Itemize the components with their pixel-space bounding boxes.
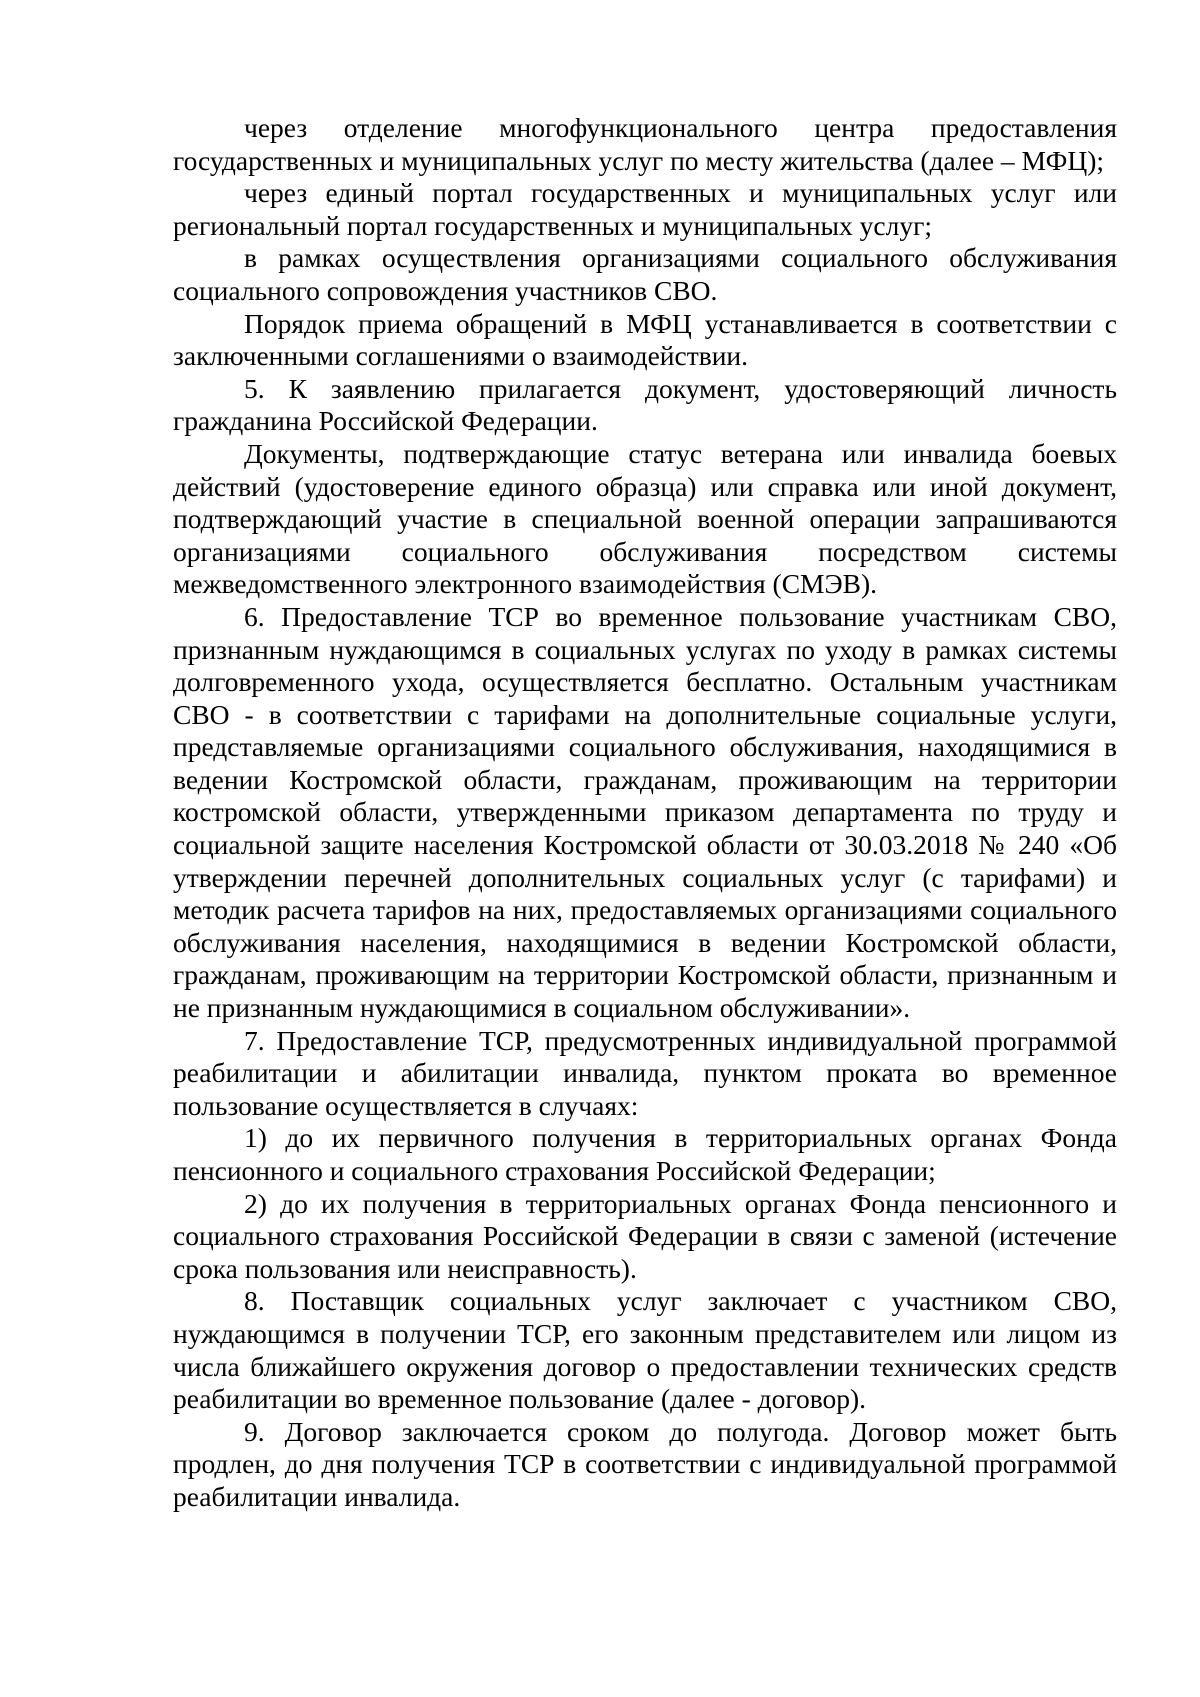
paragraph-item-6: 6. Предоставление ТСР во временное пользование участникам СВО, признанным нуждающимся в социальных услугах по уходу в рамках системы долговременного ухода, осуществляется бесплатно. Остальным участникам СВО - в соответствии с тарифами на дополнительные социальные услуги, представляемые организациями социального обслуживания, находящимися в ведении Костромской области, гражданам, проживающим на территории костромской области, утвержденными приказом департамента по труду и социальной защите населения Костромской области от 30.03.2018 № 240 «Об утверждении перечней дополнительных социальных услуг (с тарифами) и методик расчета тарифов на них, предоставляемых организациями социального обслуживания населения, находящимися в ведении Костромской области, гражданам, проживающим на территории Костромской области, признанным и не признанным нуждающимися в социальном обслуживании». <box>173 600 1117 1024</box>
paragraph-portal: через единый портал государственных и муниципальных услуг или региональный портал государственных и муниципальных услуг; <box>173 177 1117 241</box>
paragraph-item-7: 7. Предоставление ТСР, предусмотренных индивидуальной программой реабилитации и абилитации инвалида, пунктом проката во временное пользование осуществляется в случаях: <box>173 1024 1117 1121</box>
paragraph-case-1: 1) до их первичного получения в территориальных органах Фонда пенсионного и социального страхования Российской Федерации; <box>173 1122 1117 1186</box>
paragraph-social-support: в рамках осуществления организациями социального обслуживания социального сопровождения участников СВО. <box>173 242 1117 306</box>
paragraph-case-2: 2) до их получения в территориальных органах Фонда пенсионного и социального страхования Российской Федерации в связи с заменой (истечение срока пользования или неисправность). <box>173 1187 1117 1284</box>
paragraph-item-9: 9. Договор заключается сроком до полугода. Договор может быть продлен, до дня получения ТСР в соответствии с индивидуальной программой реабилитации инвалида. <box>173 1415 1117 1512</box>
paragraph-mfc-procedure: Порядок приема обращений в МФЦ устанавливается в соответствии с заключенными соглашениями о взаимодействии. <box>173 307 1117 372</box>
paragraph-item-8: 8. Поставщик социальных услуг заключает с участником СВО, нуждающимся в получении ТСР, его законным представителем или лицом из числа ближайшего окружения договор о предоставлении технических средств реабилитации во временное пользование (далее - договор). <box>173 1285 1117 1415</box>
document-body <box>173 112 1117 1514</box>
paragraph-mfc: через отделение многофункционального центра предоставления государственных и муниципальных услуг по месту жительства (далее – МФЦ); <box>173 112 1117 176</box>
paragraph-item-5: 5. К заявлению прилагается документ, удостоверяющий личность гражданина Российской Федерации. <box>173 372 1117 437</box>
paragraph-documents: Документы, подтверждающие статус ветерана или инвалида боевых действий (удостоверение единого образца) или справка или иной документ, подтверждающий участие в специальной военной операции запрашиваются организациями социального обслуживания посредством системы межведомственного электронного взаимодействия (СМЭВ). <box>173 437 1117 600</box>
